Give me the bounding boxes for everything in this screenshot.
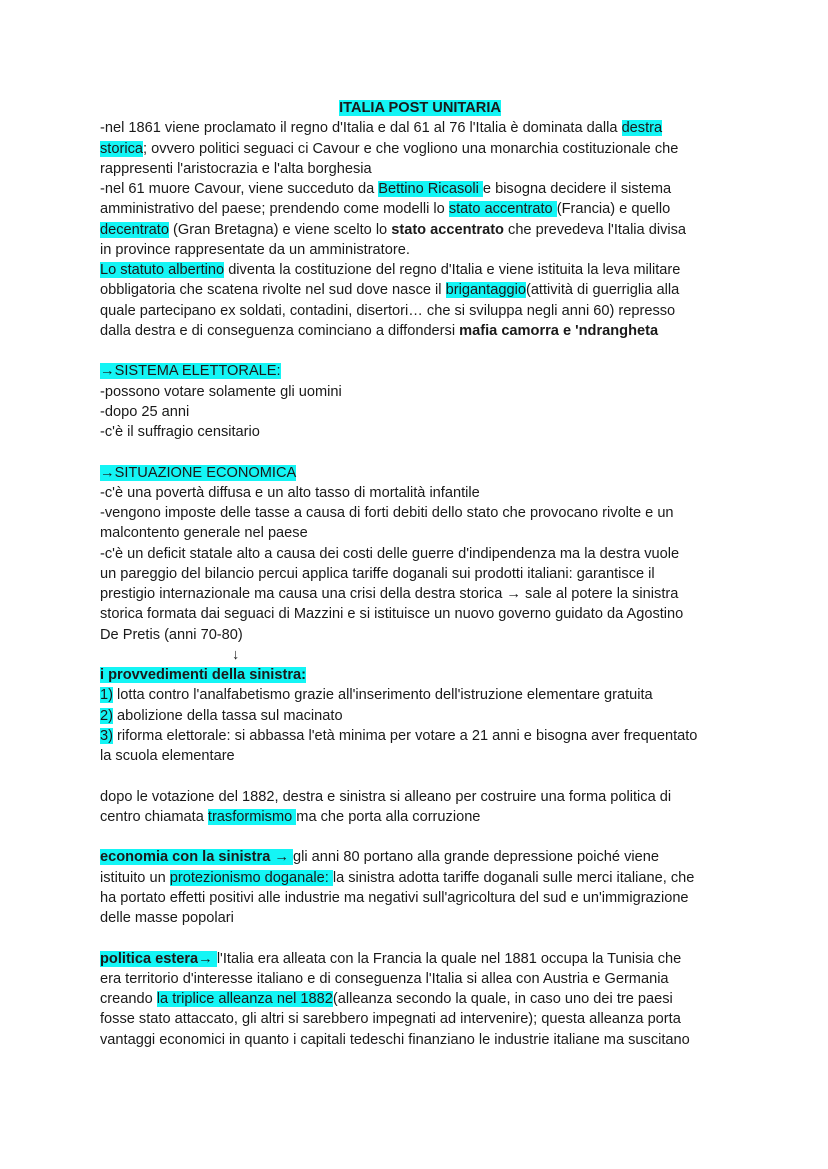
text-segment: -nel 61 muore Cavour, viene succeduto da (100, 181, 379, 197)
text-segment: e bisogna decidere il sistema (482, 181, 672, 197)
text-segment: (Francia) e quello (556, 201, 671, 218)
text-segment: ↓ (232, 646, 240, 663)
text-line (100, 787, 740, 807)
text-line (100, 645, 740, 665)
text-line (100, 544, 740, 564)
text-line (100, 483, 740, 503)
text-line (100, 118, 740, 138)
highlighted-text: →SITUAZIONE ECONOMICA (100, 464, 297, 481)
text-segment: -nel 1861 viene proclamato il regno d'Italia e dal 61 al 76 l'Italia è dominata dalla (100, 120, 622, 137)
text-line (100, 402, 740, 422)
text-segment: ma che porta alla corruzione (296, 808, 481, 825)
text-line (100, 220, 740, 240)
text-segment: l'Italia era alleata con la Francia la quale nel 1881 occupa la Tunisia che (216, 950, 682, 967)
text-segment: dalla destra e di conseguenza cominciano a diffondersi (100, 322, 460, 339)
text-line (100, 1009, 740, 1029)
highlighted-text: →SISTEMA ELETTORALE: (100, 363, 281, 380)
text-line (100, 746, 740, 766)
bold-text: stato accentrato (391, 221, 504, 238)
text-line (100, 422, 740, 442)
highlighted-text: → (198, 950, 217, 967)
text-line (100, 564, 740, 584)
text-line (100, 847, 740, 867)
text-line (100, 361, 740, 381)
text-segment: (Gran Bretagna) e viene scelto lo (168, 221, 392, 238)
text-segment: riforma elettorale: si abbassa l'età minima per votare a 21 anni e bisogna aver frequentato (112, 727, 698, 744)
text-segment: (attività di guerriglia alla (525, 282, 680, 299)
text-line (100, 908, 740, 928)
text-line (100, 665, 740, 685)
text-line (100, 301, 740, 321)
highlighted-text: Lo statuto albertino (100, 262, 225, 278)
text-segment: la scuola elementare (100, 748, 235, 764)
text-segment: -vengono imposte delle tasse a causa di forti debiti dello stato che provocano rivolte e un (100, 505, 674, 521)
highlighted-text: 3) (100, 727, 113, 744)
text-segment: obbligatoria che scatena rivolte nel sud dove nasce il (100, 282, 446, 299)
text-segment: in province rappresentate da un amministratore. (100, 241, 410, 258)
text-segment: istituito un (100, 869, 170, 886)
text-segment: diventa la costituzione del regno d'Italia e viene istituita la leva militare (224, 262, 681, 278)
text-line (100, 726, 740, 746)
text-segment: delle masse popolari (100, 910, 234, 926)
text-segment: (alleanza secondo la quale, in caso uno dei tre paesi (332, 991, 673, 1007)
text-line (100, 807, 740, 827)
text-segment: -c'è il suffragio censitario (100, 424, 260, 440)
text-segment: storica formata dai seguaci di Mazzini e si istituisce un nuovo governo guidato da Agostino (100, 606, 684, 623)
text-segment: fosse stato attaccato, gli altri si sarebbero impegnati ad intervenire); questa alleanza porta (100, 1011, 681, 1028)
highlighted-text: i provvedimenti della sinistra: (100, 667, 306, 683)
blank-line (100, 827, 740, 847)
highlighted-text: decentrato (100, 221, 169, 238)
text-line (100, 604, 740, 624)
text-segment: era territorio d'interesse italiano e di conseguenza l'Italia si allea con Austria e Germania (100, 970, 669, 987)
blank-line (100, 928, 740, 948)
text-line (100, 139, 740, 159)
highlighted-text: stato accentrato (448, 201, 557, 218)
text-segment: prestigio internazionale ma causa una crisi della destra storica → sale al potere la sinistra (100, 586, 679, 602)
text-line (100, 280, 740, 300)
highlighted-text: economia con la sinistra → (100, 849, 294, 866)
text-segment: quale partecipano ex soldati, contadini, disertori… che si sviluppa negli anni 60) represso (100, 302, 676, 319)
text-segment: ; ovvero politici seguaci ci Cavour e che vogliono una monarchia costituzionale che (142, 140, 679, 157)
highlighted-text: 2) (100, 707, 113, 724)
document-page (100, 98, 740, 1050)
text-segment: -dopo 25 anni (100, 403, 190, 420)
text-segment: la sinistra adotta tariffe doganali sulle merci italiane, che (332, 869, 695, 886)
highlighted-text: la triplice alleanza nel 1882 (156, 991, 333, 1007)
document-title (100, 98, 740, 118)
text-segment: rappresenti l'aristocrazia e l'alta borghesia (100, 160, 372, 177)
highlighted-text: protezionismo doganale: (169, 869, 333, 886)
highlighted-text: politica estera (100, 950, 199, 967)
text-segment: abolizione della tassa sul macinato (112, 707, 343, 724)
text-segment: -c'è una povertà diffusa e un alto tasso di mortalità infantile (100, 484, 480, 501)
blank-line (100, 341, 740, 361)
blank-line (100, 442, 740, 462)
text-segment: che prevedeva l'Italia divisa (503, 221, 687, 238)
highlighted-text: Bettino Ricasoli (378, 181, 483, 197)
text-line (100, 523, 740, 543)
text-segment: un pareggio del bilancio percui applica tariffe doganali sui prodotti italiani: garantisce il (100, 565, 655, 582)
text-line (100, 1030, 740, 1050)
text-line (100, 179, 740, 199)
text-segment: malcontento generale nel paese (100, 525, 308, 542)
text-line (100, 321, 740, 341)
text-line (100, 888, 740, 908)
document-body (100, 118, 740, 1050)
highlighted-text: brigantaggio (445, 282, 526, 299)
highlighted-text: 1) (100, 687, 113, 704)
text-line (100, 382, 740, 402)
highlighted-text: destra (621, 120, 663, 137)
highlighted-text: storica (100, 140, 143, 157)
highlighted-text: trasformismo (207, 808, 297, 825)
text-line (100, 949, 740, 969)
text-line (100, 685, 740, 705)
text-line (100, 969, 740, 989)
text-line (100, 706, 740, 726)
text-segment: creando (100, 991, 157, 1007)
text-line (100, 159, 740, 179)
text-segment: dopo le votazione del 1882, destra e sinistra si alleano per costruire una forma politica di (100, 788, 672, 805)
text-segment: -possono votare solamente gli uomini (100, 383, 342, 400)
text-line (100, 240, 740, 260)
text-segment: -c'è un deficit statale alto a causa dei costi delle guerre d'indipendenza ma la destra vuole (100, 545, 680, 562)
text-segment: vantaggi economici in quanto i capitali tedeschi finanziano le industrie italiane ma suscitano (100, 1031, 690, 1048)
text-line (100, 584, 740, 604)
text-segment: centro chiamata (100, 808, 208, 825)
text-segment: lotta contro l'analfabetismo grazie all'inserimento dell'istruzione elementare gratuita (112, 687, 653, 704)
text-line (100, 868, 740, 888)
title-text: ITALIA POST UNITARIA (339, 100, 501, 116)
text-line (100, 260, 740, 280)
text-line (100, 199, 740, 219)
text-line (100, 463, 740, 483)
text-segment: De Pretis (anni 70-80) (100, 626, 243, 643)
text-segment: amministrativo del paese; prendendo come modelli lo (100, 201, 449, 218)
text-line (100, 989, 740, 1009)
text-segment: ha portato effetti positivi alle industrie ma negativi sull'agricoltura del sud e un'immigrazione (100, 889, 689, 906)
text-segment: gli anni 80 portano alla grande depressione poiché viene (293, 849, 659, 866)
text-line (100, 503, 740, 523)
blank-line (100, 766, 740, 786)
text-line (100, 625, 740, 645)
bold-text: mafia camorra e 'ndrangheta (459, 322, 659, 339)
